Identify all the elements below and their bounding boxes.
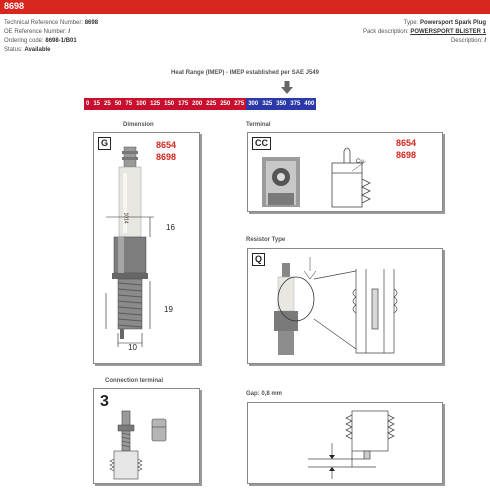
resistor-title: Resistor Type [246, 237, 286, 243]
heat-range-cell: 400 [302, 98, 316, 110]
connection-title: Connection terminal [105, 378, 164, 384]
terminal-panel [247, 132, 443, 212]
hex-size-label: 16 [166, 223, 175, 232]
meta-pack-description: Pack description: POWERSPORT BLISTER 1 [362, 29, 486, 35]
reach-label: 19 [164, 305, 173, 314]
terminal-title: Terminal [246, 122, 271, 128]
connection-terminal-drawing [94, 389, 200, 484]
meta-status: Status: Available [4, 47, 51, 53]
heat-range-cell: 25 [102, 98, 113, 110]
heat-range-cell: 100 [134, 98, 148, 110]
meta-oe-ref: OE Reference Number: / [4, 29, 71, 35]
heat-range-cell: 15 [91, 98, 102, 110]
resistor-panel [247, 248, 443, 364]
dimension-tag: G [98, 137, 111, 150]
heat-range-cell: 225 [204, 98, 218, 110]
dimension-panel [93, 132, 200, 364]
heat-range-cell: 150 [162, 98, 176, 110]
pack-description-link[interactable]: POWERSPORT BLISTER 1 [410, 29, 486, 35]
heat-range-cell: 50 [113, 98, 124, 110]
heat-range-title: Heat Range (IMEP) - IMEP established per SAE J549 [171, 70, 319, 76]
heat-range-cell: 175 [176, 98, 190, 110]
dimension-refs: 8654 8698 [156, 140, 177, 162]
meta-ordering-code: Ordering code: 8698-1/B01 [4, 38, 77, 44]
thread-size-label: 10 [128, 343, 137, 352]
arrow-down-icon [281, 81, 293, 94]
heat-range-cell: 375 [288, 98, 302, 110]
heat-range-cell: 250 [218, 98, 232, 110]
insulator-marking: 1014 [122, 212, 129, 224]
heat-range-cell: 75 [123, 98, 134, 110]
heat-range-cell: 125 [148, 98, 162, 110]
spark-plug-dimension-drawing [94, 133, 200, 364]
meta-type: Type: Powersport Spark Plug [403, 20, 486, 26]
gap-drawing [248, 403, 443, 484]
dimension-title: Dimension [123, 122, 154, 128]
heat-range-cell: 0 [84, 98, 91, 110]
product-title: 8698 [4, 1, 25, 11]
meta-tech-ref: Technical Reference Number: 8698 [4, 20, 99, 26]
heat-range-cell: 325 [260, 98, 274, 110]
copper-label: Cu [356, 159, 364, 165]
terminal-tag: CC [252, 137, 271, 150]
meta-left [4, 19, 98, 55]
connection-panel [93, 388, 200, 484]
gap-panel [247, 402, 443, 484]
meta-description: Description: / [450, 38, 486, 44]
connection-number: 3 [100, 393, 109, 410]
meta-right [363, 19, 486, 46]
heat-range-cell: 300 [246, 98, 260, 110]
resistor-drawing [248, 249, 443, 364]
header-bar [0, 0, 490, 14]
heat-range-cell: 275 [232, 98, 246, 110]
gap-title: Gap: 0,8 mm [246, 391, 283, 397]
heat-range-cell: 350 [274, 98, 288, 110]
heat-range-scale [84, 98, 316, 110]
resistor-tag: Q [252, 253, 265, 266]
terminal-refs: 8654 8698 [396, 138, 417, 160]
heat-range-cell: 200 [190, 98, 204, 110]
terminal-drawing [248, 133, 443, 212]
